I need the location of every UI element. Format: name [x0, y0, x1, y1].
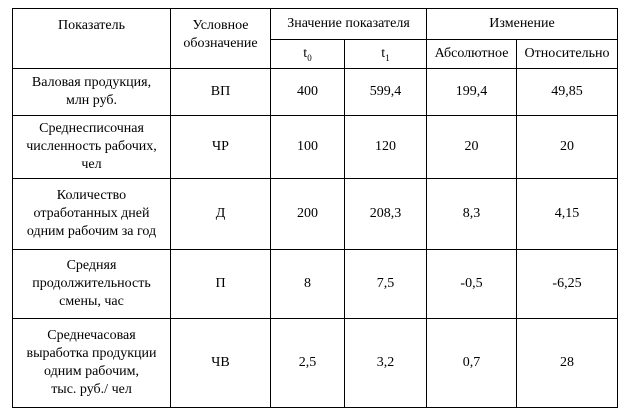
indicator-name-line: одним рабочим, — [44, 364, 139, 379]
t1-cell: 599,4 — [345, 69, 427, 116]
absolute-cell: 20 — [427, 116, 517, 179]
absolute-cell: 199,4 — [427, 69, 517, 116]
header-t1 — [345, 40, 427, 69]
indicator-name-line: одним рабочим за год — [26, 224, 157, 239]
absolute-cell: -0,5 — [427, 250, 517, 319]
t0-cell: 100 — [271, 116, 345, 179]
indicator-name-line: численность рабочих, — [26, 139, 157, 154]
indicator-name-line: Среднечасовая — [47, 328, 136, 343]
header-symbol-line2: обозначение — [183, 36, 258, 51]
relative-cell: -6,25 — [517, 250, 618, 319]
header-symbol — [171, 9, 271, 69]
table-row — [13, 179, 618, 250]
indicator-name-line: Количество — [56, 188, 127, 203]
t0-cell: 200 — [271, 179, 345, 250]
indicator-name-line: выработка продукции — [26, 346, 157, 361]
t1-cell: 120 — [345, 116, 427, 179]
indicator-name-line: смены, час — [59, 294, 124, 309]
header-relative: Относительно — [517, 40, 618, 69]
indicator-name-line: млн руб. — [65, 93, 118, 108]
indicator-name-line: Среднесписочная — [39, 121, 144, 136]
absolute-cell: 8,3 — [427, 179, 517, 250]
symbol-cell: ЧВ — [171, 319, 271, 408]
table-row — [13, 69, 618, 116]
relative-cell: 28 — [517, 319, 618, 408]
indicator-name-cell — [13, 250, 171, 319]
header-absolute: Абсолютное — [427, 40, 517, 69]
indicator-name-cell — [13, 319, 171, 408]
indicator-name-line: Валовая продукция, — [31, 75, 152, 90]
t1-cell: 3,2 — [345, 319, 427, 408]
t0-cell: 2,5 — [271, 319, 345, 408]
t1-cell: 7,5 — [345, 250, 427, 319]
indicator-name-cell — [13, 179, 171, 250]
indicator-name-line: отработанных дней — [33, 206, 150, 221]
relative-cell: 49,85 — [517, 69, 618, 116]
header-t0-sub: 0 — [307, 52, 312, 63]
indicators-table — [12, 8, 618, 408]
indicator-name-cell — [13, 116, 171, 179]
indicator-name-line: тыс. руб./ чел — [51, 382, 132, 397]
t0-cell: 400 — [271, 69, 345, 116]
table-row — [13, 319, 618, 408]
symbol-cell: Д — [171, 179, 271, 250]
indicator-name-line: Средняя — [66, 258, 117, 273]
header-symbol-line1: Условное — [192, 18, 249, 33]
table-row — [13, 250, 618, 319]
header-change-group: Изменение — [427, 9, 618, 40]
indicator-name-line: продолжительность — [32, 276, 151, 291]
symbol-cell: П — [171, 250, 271, 319]
header-value-group: Значение показателя — [271, 9, 427, 40]
header-t0-base: t — [303, 46, 308, 61]
indicator-name-line: чел — [81, 157, 102, 172]
table-row — [13, 116, 618, 179]
header-t0 — [271, 40, 345, 69]
t0-cell: 8 — [271, 250, 345, 319]
symbol-cell: ВП — [171, 69, 271, 116]
absolute-cell: 0,7 — [427, 319, 517, 408]
relative-cell: 20 — [517, 116, 618, 179]
t1-cell: 208,3 — [345, 179, 427, 250]
header-indicator: Показатель — [13, 9, 171, 69]
header-row-top — [13, 9, 618, 40]
header-t1-sub: 1 — [385, 52, 390, 63]
indicator-name-cell — [13, 69, 171, 116]
header-t1-base: t — [381, 46, 386, 61]
symbol-cell: ЧР — [171, 116, 271, 179]
relative-cell: 4,15 — [517, 179, 618, 250]
